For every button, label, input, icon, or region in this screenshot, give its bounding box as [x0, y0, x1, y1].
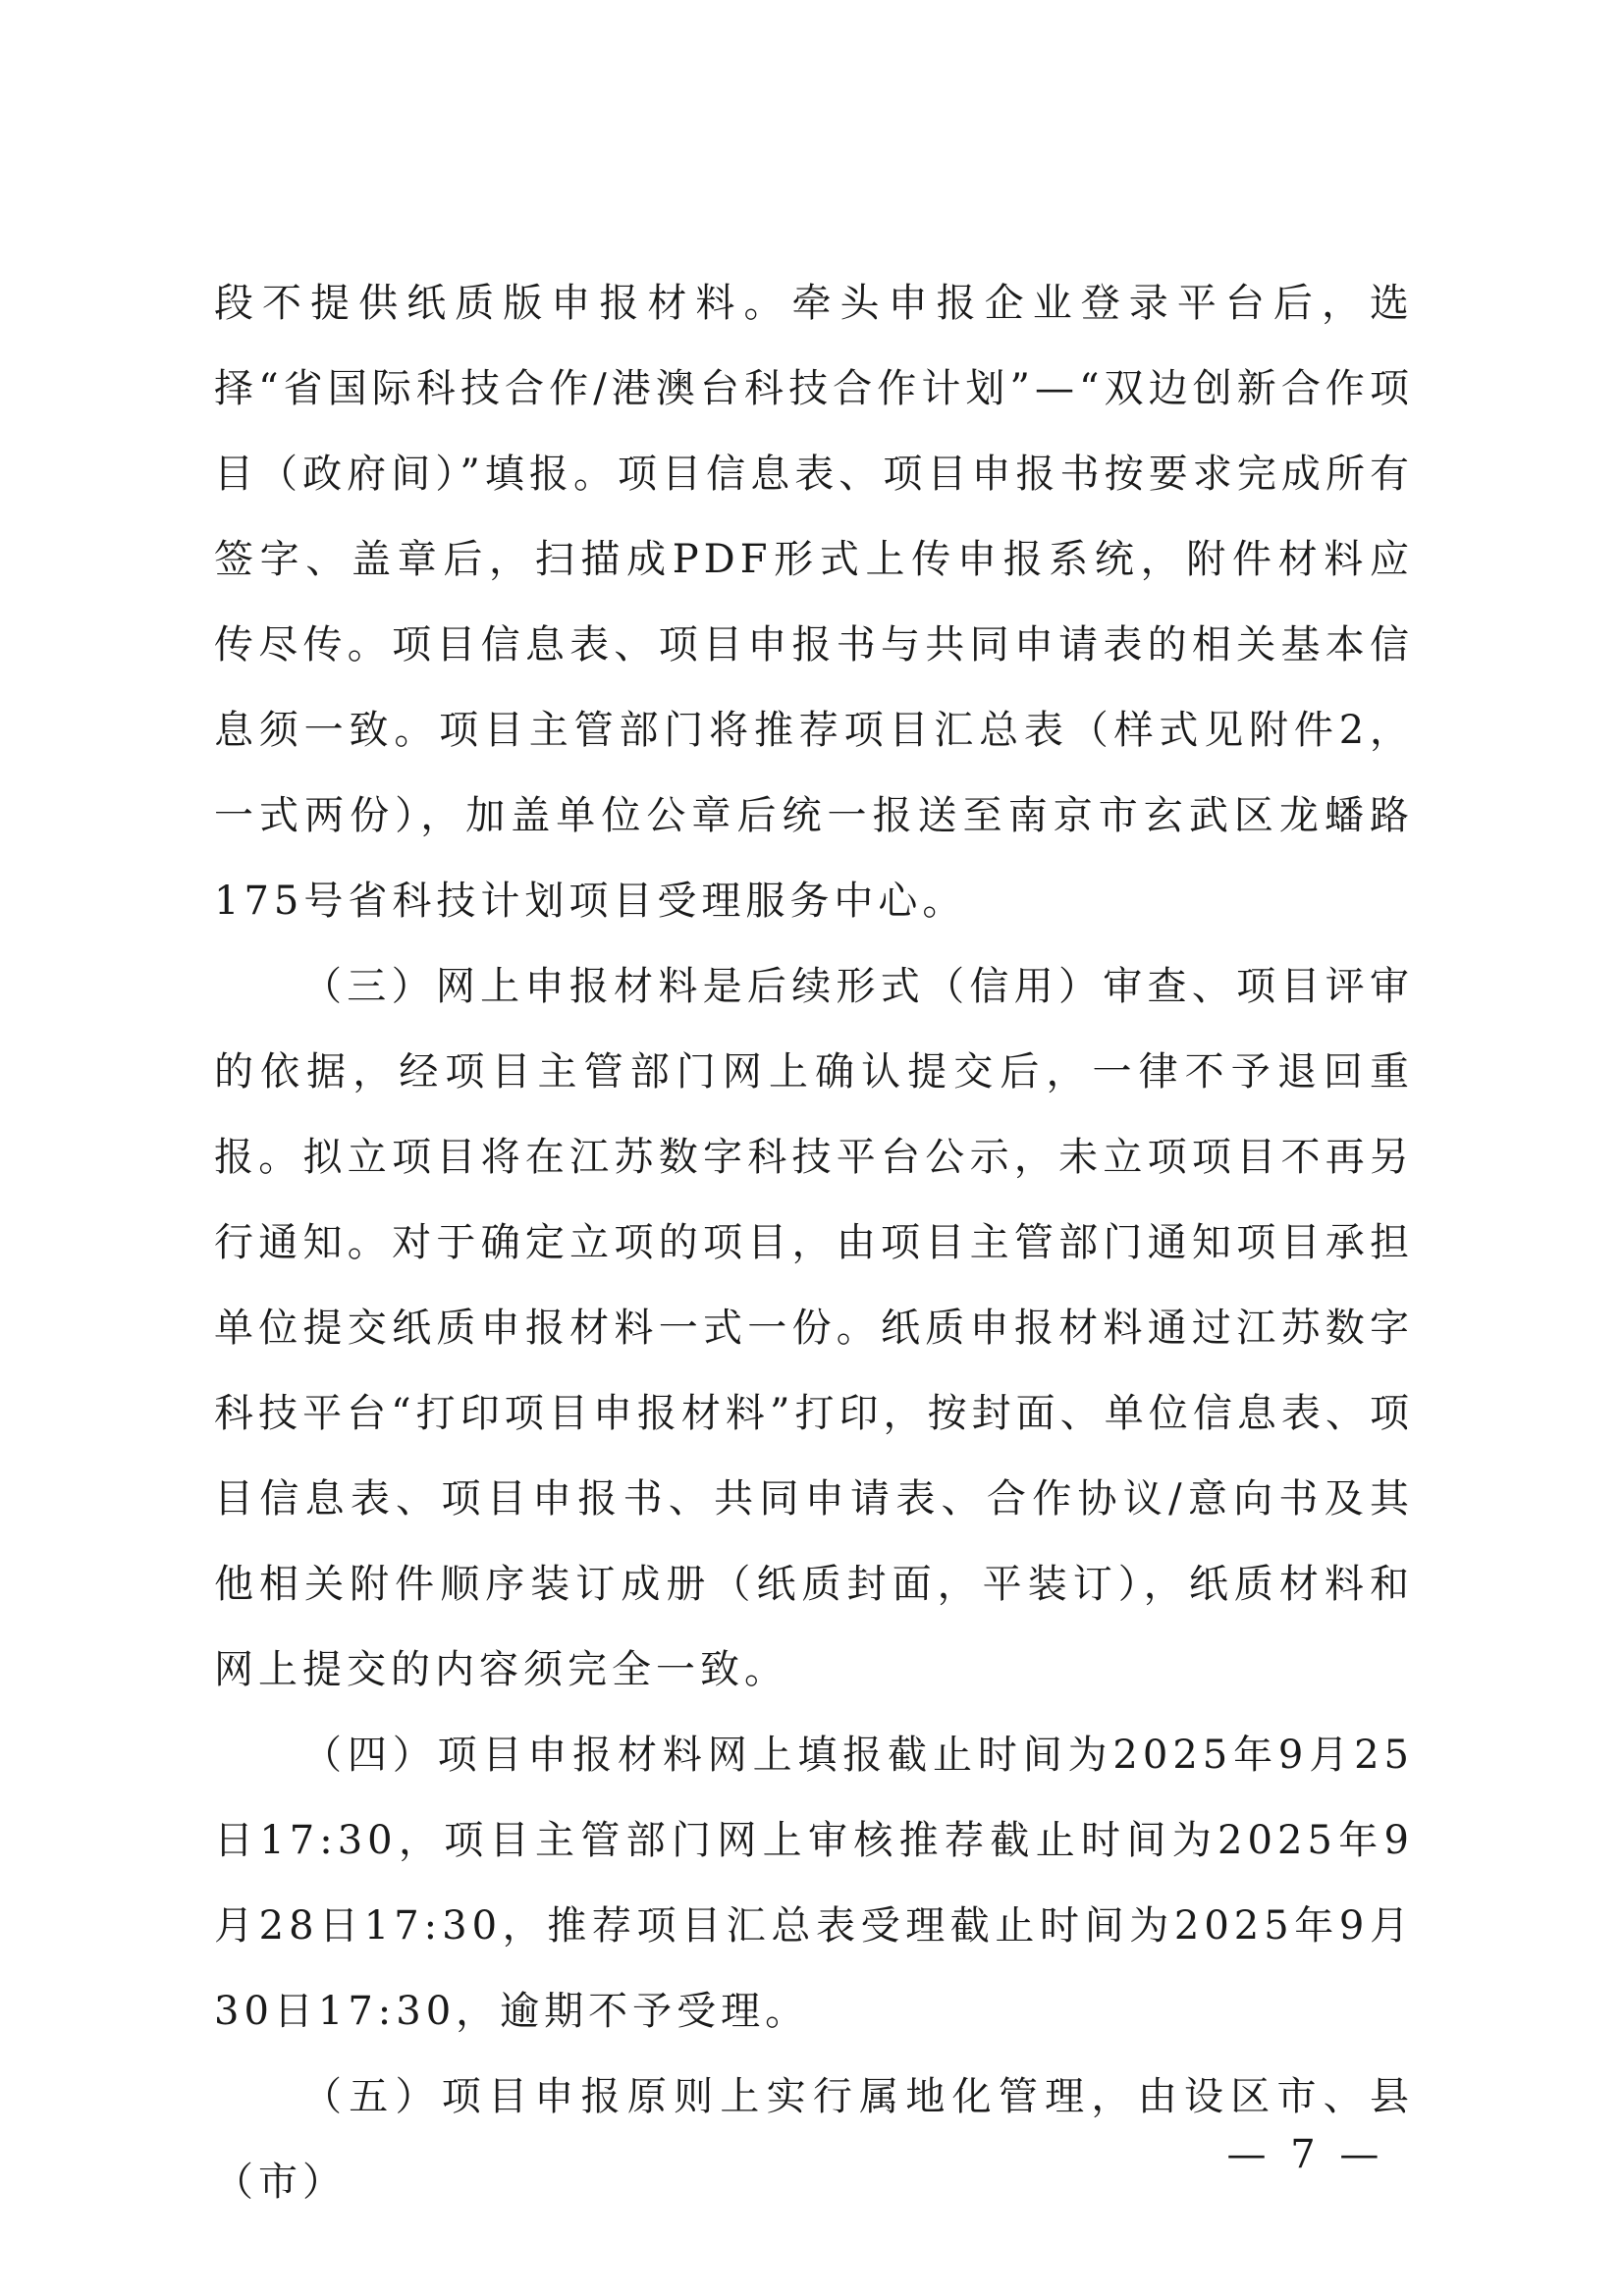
body-text	[214, 261, 1414, 2225]
paragraph-section-3: （三）网上申报材料是后续形式（信用）审查、项目评审的依据，经项目主管部门网上确认提交后，一律不予退回重报。拟立项目将在江苏数字科技平台公示，未立项项目不再另行通知。对于确定立项的项目，由项目主管部门通知项目承担单位提交纸质申报材料一式一份。纸质申报材料通过江苏数字科技平台“打印项目申报材料”打印，按封面、单位信息表、项目信息表、项目申报书、共同申请表、合作协议/意向书及其他相关附件顺序装订成册（纸质封面，平装订），纸质材料和网上提交的内容须完全一致。	[214, 964, 1414, 1692]
page-number: — 7 —	[1226, 2132, 1385, 2177]
paragraph-section-4: （四）项目申报材料网上填报截止时间为2025年9月25日17:30，项目主管部门网上审核推荐截止时间为2025年9月28日17:30，推荐项目汇总表受理截止时间为2025年9月30日17:30，逾期不予受理。	[214, 1733, 1414, 2034]
paragraph-section-5: （五）项目申报原则上实行属地化管理，由设区市、县（市）	[214, 2074, 1414, 2205]
paragraph-continuation: 段不提供纸质版申报材料。牵头申报企业登录平台后，选择“省国际科技合作/港澳台科技合作计划”—“双边创新合作项目（政府间）”填报。项目信息表、项目申报书按要求完成所有签字、盖章后，扫描成PDF形式上传申报系统，附件材料应传尽传。项目信息表、项目申报书与共同申请表的相关基本信息须一致。项目主管部门将推荐项目汇总表（样式见附件2，一式两份），加盖单位公章后统一报送至南京市玄武区龙蟠路175号省科技计划项目受理服务中心。	[214, 281, 1414, 924]
